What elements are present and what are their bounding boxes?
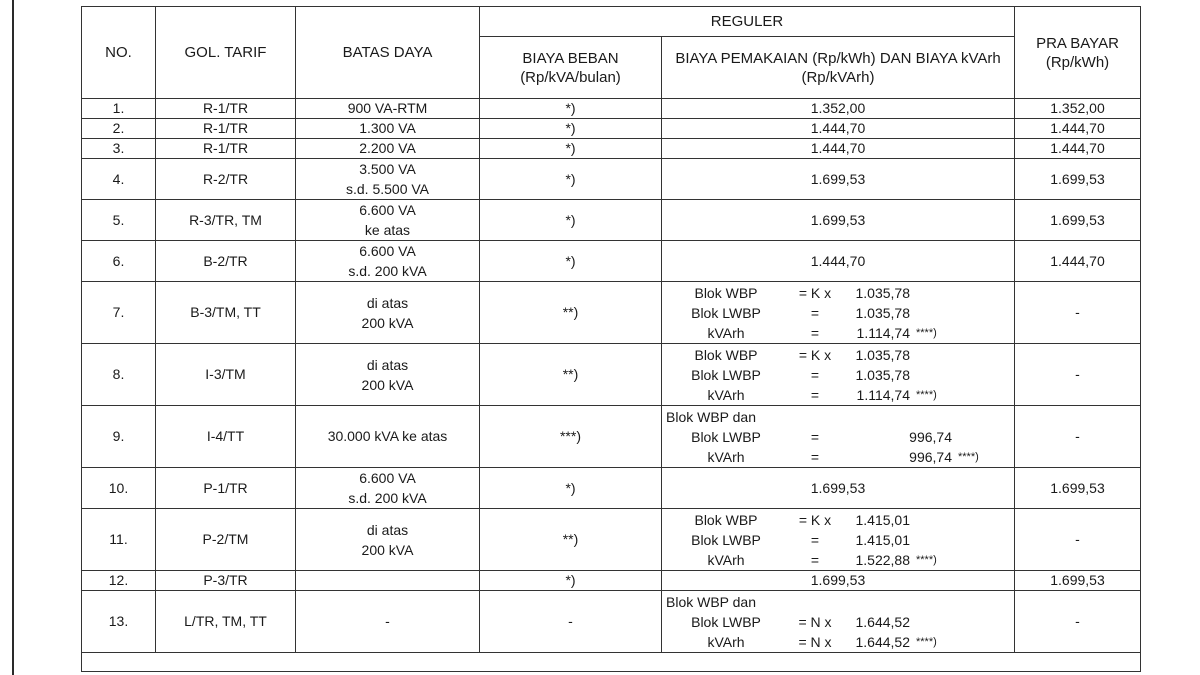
block-line xyxy=(666,592,1010,612)
block-eq: = K x xyxy=(798,346,832,363)
block-name: kVArh xyxy=(707,633,745,650)
batas-daya-line: 200 kVA xyxy=(361,376,414,393)
block-value: 1.035,78 xyxy=(855,304,910,321)
tariff-body xyxy=(82,99,1141,672)
header-pra-bayar-line2: (Rp/kWh) xyxy=(1045,53,1110,71)
block-name: Blok WBP dan xyxy=(666,593,757,610)
table-row xyxy=(82,571,1141,591)
block-name: Blok LWBP xyxy=(691,428,761,445)
batas-daya-line: di atas xyxy=(366,294,409,311)
cell-biaya-beban: *) xyxy=(480,99,662,119)
cell-no: 2. xyxy=(82,119,156,139)
cell-pra-bayar: - xyxy=(1015,509,1141,571)
cell-biaya-beban: *) xyxy=(480,571,662,591)
cell-batas-daya xyxy=(296,99,480,119)
block-eq: = N x xyxy=(798,613,832,630)
cell-batas-daya xyxy=(296,200,480,241)
cell-no: 12. xyxy=(82,571,156,591)
cell-no: 11. xyxy=(82,509,156,571)
block-eq: = K x xyxy=(798,284,832,301)
table-row xyxy=(82,200,1141,241)
block-name: Blok WBP xyxy=(694,346,758,363)
block-eq: = xyxy=(810,428,820,445)
block-line xyxy=(666,365,1010,385)
table-row xyxy=(82,241,1141,282)
header-no: NO. xyxy=(82,7,156,99)
header-gol-tarif: GOL. TARIF xyxy=(156,7,296,99)
block-name: kVArh xyxy=(707,324,745,341)
table-row xyxy=(82,406,1141,468)
batas-daya-line: 900 VA-RTM xyxy=(347,100,428,116)
cell-biaya-beban: ***) xyxy=(480,406,662,468)
block-line xyxy=(666,303,1010,323)
cell-biaya-pemakaian xyxy=(662,509,1015,571)
cell-biaya-pemakaian: 1.352,00 xyxy=(662,99,1015,119)
cell-no: 8. xyxy=(82,344,156,406)
batas-daya-line: s.d. 5.500 VA xyxy=(345,181,429,197)
cell-biaya-beban: *) xyxy=(480,119,662,139)
block-value: 1.522,88 xyxy=(855,551,910,568)
batas-daya-line: 200 kVA xyxy=(361,314,414,331)
cell-pra-bayar: 1.444,70 xyxy=(1015,119,1141,139)
block-suffix: ****) xyxy=(916,388,937,401)
batas-daya-line: 2.200 VA xyxy=(359,140,416,156)
block-line xyxy=(666,323,1010,343)
cell-gol-tarif: R-2/TR xyxy=(156,159,296,200)
cell-biaya-beban: *) xyxy=(480,200,662,241)
cell-biaya-beban: *) xyxy=(480,241,662,282)
cell-gol-tarif: B-3/TM, TT xyxy=(156,282,296,344)
header-biaya-beban-line1: BIAYA BEBAN xyxy=(522,49,619,67)
block-value: 1.035,78 xyxy=(855,366,910,383)
cell-pra-bayar: 1.699,53 xyxy=(1015,200,1141,241)
block-eq: = xyxy=(810,448,820,465)
cell-batas-daya xyxy=(296,571,480,591)
cell-pra-bayar: 1.352,00 xyxy=(1015,99,1141,119)
header-biaya-beban-line2: (Rp/kVA/bulan) xyxy=(520,68,621,86)
block-eq: = xyxy=(810,551,820,568)
block-value: 1.035,78 xyxy=(855,346,910,363)
batas-daya-line: s.d. 200 kVA xyxy=(348,263,427,279)
block-value: 996,74 xyxy=(909,448,952,465)
block-eq: = K x xyxy=(798,511,832,528)
block-line xyxy=(666,427,1010,447)
cell-gol-tarif: R-1/TR xyxy=(156,99,296,119)
cell-batas-daya xyxy=(296,241,480,282)
block-eq: = xyxy=(810,304,820,321)
block-suffix: ****) xyxy=(958,450,979,463)
cell-no: 13. xyxy=(82,591,156,653)
batas-daya-line: 6.600 VA xyxy=(359,470,416,486)
block-name: kVArh xyxy=(707,551,745,568)
batas-daya-line: di atas xyxy=(366,356,409,373)
cell-biaya-pemakaian: 1.699,53 xyxy=(662,159,1015,200)
cell-biaya-pemakaian: 1.444,70 xyxy=(662,139,1015,159)
cell-batas-daya xyxy=(296,139,480,159)
cell-gol-tarif: B-2/TR xyxy=(156,241,296,282)
cell-pra-bayar: - xyxy=(1015,344,1141,406)
cell-biaya-pemakaian: 1.699,53 xyxy=(662,468,1015,509)
header-batas-daya: BATAS DAYA xyxy=(296,7,480,99)
block-name: Blok LWBP xyxy=(691,366,761,383)
block-value: 1.035,78 xyxy=(855,284,910,301)
block-value: 1.114,74 xyxy=(856,386,910,403)
header-biaya-pemakaian-line1: BIAYA PEMAKAIAN (Rp/kWh) xyxy=(675,49,876,67)
header-pra-bayar-line1: PRA BAYAR xyxy=(1036,34,1119,52)
cell-batas-daya xyxy=(296,119,480,139)
cell-pra-bayar: - xyxy=(1015,282,1141,344)
block-line xyxy=(666,632,1010,652)
tariff-table xyxy=(81,6,1141,672)
cell-gol-tarif: R-1/TR xyxy=(156,119,296,139)
cell-pra-bayar: 1.444,70 xyxy=(1015,139,1141,159)
table-row xyxy=(82,468,1141,509)
header-pra-bayar xyxy=(1015,7,1141,99)
table-row xyxy=(82,344,1141,406)
block-eq: = xyxy=(810,366,820,383)
cell-gol-tarif: R-1/TR xyxy=(156,139,296,159)
cell-pra-bayar: - xyxy=(1015,591,1141,653)
cell-pra-bayar: 1.699,53 xyxy=(1015,468,1141,509)
block-value: 1.415,01 xyxy=(855,511,910,528)
block-line xyxy=(666,385,1010,405)
cell-pra-bayar: - xyxy=(1015,406,1141,468)
block-value: 1.644,52 xyxy=(855,613,910,630)
cell-biaya-pemakaian: 1.444,70 xyxy=(662,119,1015,139)
batas-daya-line: ke atas xyxy=(364,222,411,238)
block-line xyxy=(666,530,1010,550)
cell-batas-daya xyxy=(296,468,480,509)
batas-daya-line: 1.300 VA xyxy=(359,120,416,136)
block-value: 1.415,01 xyxy=(855,531,910,548)
cell-biaya-pemakaian: 1.699,53 xyxy=(662,571,1015,591)
block-name: Blok LWBP xyxy=(691,531,761,548)
cell-gol-tarif: I-4/TT xyxy=(156,406,296,468)
cell-no: 10. xyxy=(82,468,156,509)
cell-pra-bayar: 1.444,70 xyxy=(1015,241,1141,282)
header-biaya-beban xyxy=(480,37,662,99)
cell-biaya-pemakaian xyxy=(662,344,1015,406)
table-row xyxy=(82,282,1141,344)
table-row xyxy=(82,139,1141,159)
block-eq: = xyxy=(810,386,820,403)
block-name: Blok WBP xyxy=(694,511,758,528)
block-suffix: ****) xyxy=(916,326,937,339)
block-value: 1.114,74 xyxy=(856,324,910,341)
cell-biaya-pemakaian xyxy=(662,282,1015,344)
cell-biaya-pemakaian: 1.444,70 xyxy=(662,241,1015,282)
cell-gol-tarif: P-2/TM xyxy=(156,509,296,571)
block-eq: = xyxy=(810,531,820,548)
cell-no: 1. xyxy=(82,99,156,119)
table-row xyxy=(82,591,1141,653)
cell-gol-tarif: R-3/TR, TM xyxy=(156,200,296,241)
cell-biaya-beban: *) xyxy=(480,159,662,200)
table-row xyxy=(82,99,1141,119)
batas-daya-line: 30.000 kVA ke atas xyxy=(327,428,448,444)
batas-daya-line: 200 kVA xyxy=(361,541,414,558)
table-row xyxy=(82,509,1141,571)
batas-daya-line: di atas xyxy=(366,521,409,538)
cell-batas-daya xyxy=(296,509,480,571)
cell-biaya-beban: *) xyxy=(480,139,662,159)
cell-biaya-beban: **) xyxy=(480,282,662,344)
cell-pra-bayar: 1.699,53 xyxy=(1015,159,1141,200)
cell-no: 7. xyxy=(82,282,156,344)
cell-no: 5. xyxy=(82,200,156,241)
table-row xyxy=(82,119,1141,139)
cell-batas-daya xyxy=(296,282,480,344)
block-line xyxy=(666,550,1010,570)
table-row-empty xyxy=(82,653,1141,672)
cell-batas-daya xyxy=(296,159,480,200)
table-row xyxy=(82,159,1141,200)
cell-no: 9. xyxy=(82,406,156,468)
block-name: Blok LWBP xyxy=(691,304,761,321)
block-eq: = N x xyxy=(798,633,832,650)
cell-pra-bayar: 1.699,53 xyxy=(1015,571,1141,591)
block-line xyxy=(666,447,1010,467)
block-name: Blok LWBP xyxy=(691,613,761,630)
cell-no: 6. xyxy=(82,241,156,282)
batas-daya-line: 6.600 VA xyxy=(359,202,416,218)
block-eq: = xyxy=(810,324,820,341)
block-suffix: ****) xyxy=(916,553,937,566)
block-line xyxy=(666,283,1010,303)
batas-daya-line: 3.500 VA xyxy=(359,161,416,177)
cell-gol-tarif: P-3/TR xyxy=(156,571,296,591)
cell-gol-tarif: P-1/TR xyxy=(156,468,296,509)
cell-no: 4. xyxy=(82,159,156,200)
cell-empty xyxy=(82,653,1141,672)
block-line xyxy=(666,510,1010,530)
block-line xyxy=(666,407,1010,427)
cell-batas-daya xyxy=(296,344,480,406)
block-line xyxy=(666,345,1010,365)
header-reguler: REGULER xyxy=(480,7,1015,37)
cell-biaya-beban: **) xyxy=(480,509,662,571)
header-biaya-pemakaian xyxy=(662,37,1015,99)
cell-biaya-beban: **) xyxy=(480,344,662,406)
cell-no: 3. xyxy=(82,139,156,159)
block-value: 1.644,52 xyxy=(855,633,910,650)
block-value: 996,74 xyxy=(909,428,952,445)
cell-batas-daya xyxy=(296,591,480,653)
block-name: kVArh xyxy=(707,386,745,403)
cell-biaya-pemakaian: 1.699,53 xyxy=(662,200,1015,241)
cell-biaya-beban: *) xyxy=(480,468,662,509)
block-name: kVArh xyxy=(707,448,745,465)
cell-gol-tarif: L/TR, TM, TT xyxy=(156,591,296,653)
batas-daya-line: s.d. 200 kVA xyxy=(348,490,427,506)
block-suffix: ****) xyxy=(916,635,937,648)
cell-biaya-pemakaian xyxy=(662,591,1015,653)
cell-batas-daya xyxy=(296,406,480,468)
block-name: Blok WBP dan xyxy=(666,408,757,425)
header-biaya-pemakaian-line2: DAN BIAYA kVArh (Rp/kVArh) xyxy=(801,49,1001,86)
cell-gol-tarif: I-3/TM xyxy=(156,344,296,406)
block-line xyxy=(666,612,1010,632)
cell-biaya-pemakaian xyxy=(662,406,1015,468)
batas-daya-line: 6.600 VA xyxy=(359,243,416,259)
block-name: Blok WBP xyxy=(694,284,758,301)
batas-daya-line: - xyxy=(385,613,390,629)
cell-biaya-beban: - xyxy=(480,591,662,653)
